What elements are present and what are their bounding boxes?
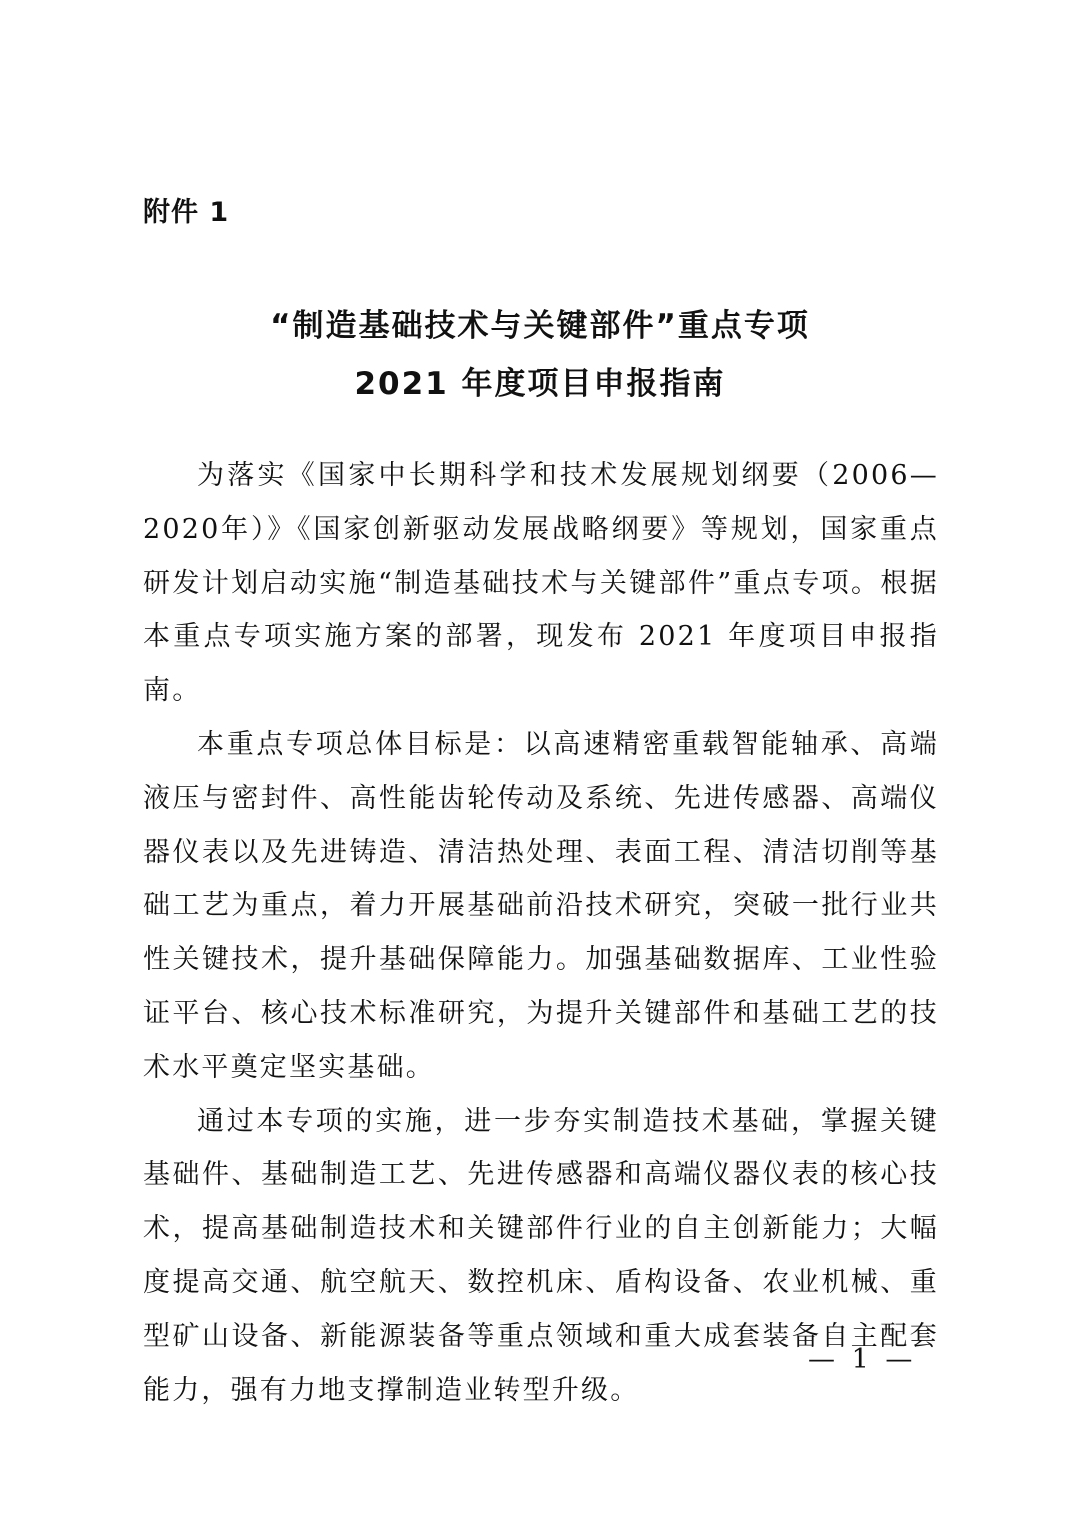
title-line-2: 2021 年度项目申报指南 [354, 366, 726, 402]
paragraph-intro: 为落实《国家中长期科学和技术发展规划纲要（2006—2020年）》《国家创新驱动发展战略纲要》等规划，国家重点研发计划启动实施“制造基础技术与关键部件”重点专项。根据本重点专项实施方案的部署，现发布 2021 年度项目申报指南。 [143, 460, 939, 707]
page-number: — 1 — [808, 1344, 917, 1375]
attachment-label: 附件 1 [143, 197, 230, 228]
document-title [0, 297, 1080, 413]
title-line-1: “制造基础技术与关键部件”重点专项 [270, 308, 810, 344]
paragraph-implementation-outcome: 通过本专项的实施，进一步夯实制造技术基础，掌握关键基础件、基础制造工艺、先进传感器和高端仪器仪表的核心技术，提高基础制造技术和关键部件行业的自主创新能力；大幅度提高交通、航空航天、数控机床、盾构设备、农业机械、重型矿山设备、新能源装备等重点领域和重大成套装备自主配套能力，强有力地支撑制造业转型升级。 [143, 1105, 939, 1406]
paragraph-overall-goal: 本重点专项总体目标是：以高速精密重载智能轴承、高端液压与密封件、高性能齿轮传动及系统、先进传感器、高端仪器仪表以及先进铸造、清洁热处理、表面工程、清洁切削等基础工艺为重点，着力开展基础前沿技术研究，突破一批行业共性关键技术，提升基础保障能力。加强基础数据库、工业性验证平台、核心技术标准研究，为提升关键部件和基础工艺的技术水平奠定坚实基础。 [143, 728, 939, 1083]
document-body [143, 449, 939, 1417]
